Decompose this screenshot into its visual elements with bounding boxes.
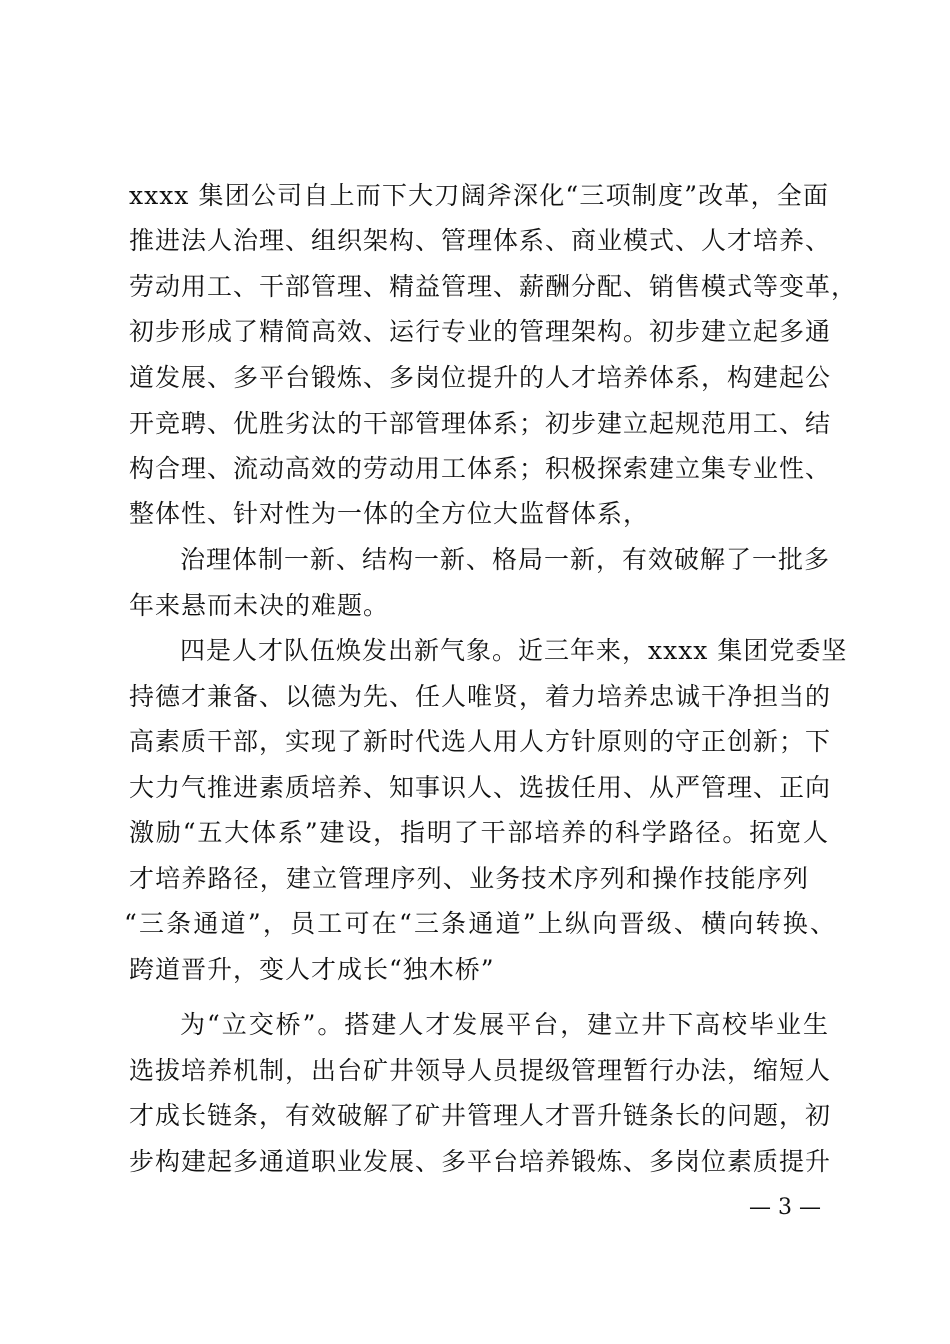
text-line: 整体性、针对性为一体的全方位大监督体系，: [129, 499, 650, 528]
text-line: 才培养路径，建立管理序列、业务技术序列和操作技能序列: [129, 864, 809, 893]
text-line: 步构建起多通道职业发展、多平台培养锻炼、多岗位素质提升: [129, 1147, 832, 1176]
text-line: 年来悬而未决的难题。: [129, 591, 390, 620]
paragraph-first-line: 为“立交桥”。搭建人才发展平台，建立井下高校毕业生: [180, 1010, 829, 1039]
text-line: 激励“五大体系”建设，指明了干部培养的科学路径。拓宽人: [129, 818, 829, 847]
text-line: 跨道晋升，变人才成长“独木桥”: [129, 955, 495, 984]
text-line: 开竞聘、优胜劣汰的干部管理体系；初步建立起规范用工、结: [129, 409, 832, 438]
text-line: 推进法人治理、组织架构、管理体系、商业模式、人才培养、: [129, 226, 832, 255]
text-line: 道发展、多平台锻炼、多岗位提升的人才培养体系，构建起公: [129, 363, 832, 392]
text-line: 高素质干部，实现了新时代选人用人方针原则的守正创新；下: [129, 727, 832, 756]
text-line: xxxx 集团公司自上而下大刀阔斧深化“三项制度”改革，全面: [129, 181, 829, 210]
paragraph-first-line: 治理体制一新、结构一新、格局一新，有效破解了一批多: [180, 545, 831, 574]
text-line: 大力气推进素质培养、知事识人、选拔任用、从严管理、正向: [129, 773, 832, 802]
text-line: 构合理、流动高效的劳动用工体系；积极探索建立集专业性、: [129, 454, 832, 483]
text-line: 劳动用工、干部管理、精益管理、薪酬分配、销售模式等变革，: [129, 272, 858, 301]
text-line: “三条通道”，员工可在“三条通道”上纵向晋级、横向转换、: [124, 909, 836, 938]
text-line: 初步形成了精简高效、运行专业的管理架构。初步建立起多通: [129, 317, 832, 346]
paragraph-first-line: 四是人才队伍焕发出新气象。近三年来，xxxx 集团党委坚: [180, 636, 848, 665]
page-number: — 3 —: [749, 1195, 821, 1220]
text-line: 才成长链条，有效破解了矿井管理人才晋升链条长的问题，初: [129, 1101, 832, 1130]
text-line: 持德才兼备、以德为先、任人唯贤，着力培养忠诚干净担当的: [129, 682, 832, 711]
text-line: 选拔培养机制，出台矿井领导人员提级管理暂行办法，缩短人: [129, 1056, 832, 1085]
